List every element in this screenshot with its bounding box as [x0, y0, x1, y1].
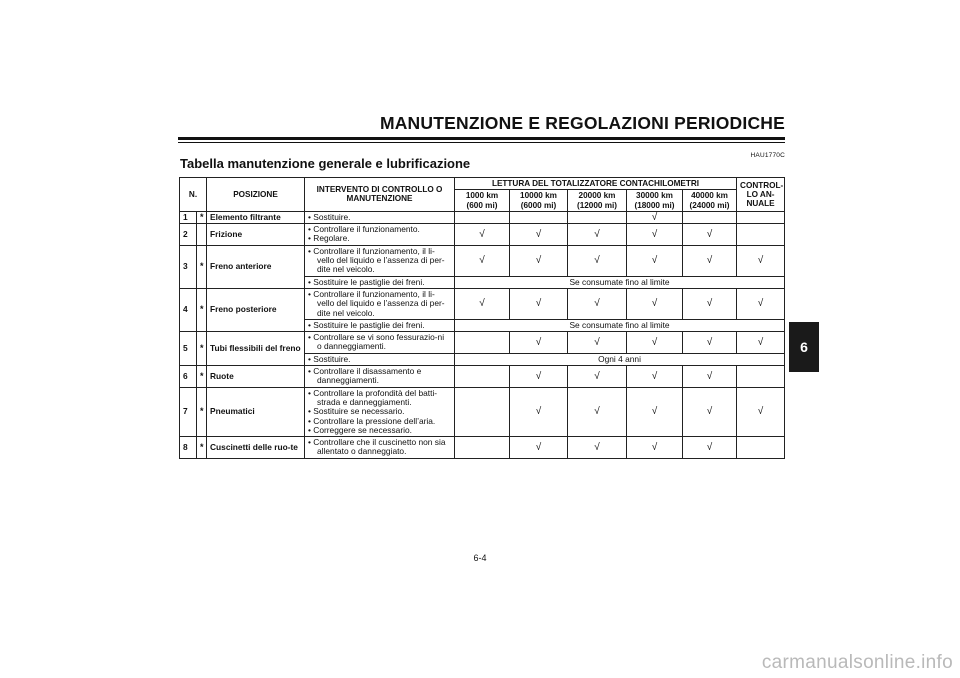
mi-value: (24000 mi)	[689, 200, 730, 210]
section-title: Tabella manutenzione generale e lubrificazione	[180, 156, 471, 171]
intervention-line	[308, 247, 451, 275]
check-cell	[683, 387, 737, 436]
check-mark-icon: √	[594, 406, 600, 418]
bullet-icon: •	[308, 276, 314, 287]
check-mark-icon: √	[706, 406, 713, 418]
check-mark-icon: √	[757, 406, 764, 418]
check-mark-icon: √	[479, 298, 485, 310]
header-position: POSIZIONE	[207, 178, 305, 212]
check-cell	[683, 332, 737, 354]
intervention-text: Sostituire le pastiglie dei freni.	[313, 276, 425, 287]
check-mark-icon: √	[535, 298, 542, 310]
km-value: 10000 km	[520, 191, 557, 201]
bullet-icon: •	[308, 415, 314, 426]
check-mark-icon: √	[479, 255, 485, 267]
check-cell	[737, 332, 785, 354]
check-mark-icon: √	[535, 406, 542, 418]
bullet-icon: •	[308, 332, 314, 343]
interval-note: Se consumate fino al limite	[455, 276, 785, 288]
check-cell	[568, 332, 627, 354]
mi-value: (6000 mi)	[520, 200, 557, 210]
check-cell	[627, 211, 683, 223]
check-cell	[737, 245, 785, 276]
mi-value: (600 mi)	[466, 200, 498, 210]
check-cell	[510, 387, 568, 436]
bullet-icon: •	[308, 387, 314, 398]
table-body	[180, 211, 785, 458]
header-km-col	[510, 190, 568, 212]
watermark: carmanualsonline.info	[761, 652, 953, 673]
check-cell	[568, 387, 627, 436]
bullet-icon: •	[308, 366, 314, 377]
row-star: *	[197, 387, 207, 436]
check-cell	[510, 366, 568, 388]
intervention-line	[308, 333, 451, 352]
check-cell	[455, 245, 510, 276]
km-value: 30000 km	[636, 191, 673, 201]
intervention-line	[308, 321, 451, 330]
check-cell	[683, 245, 737, 276]
row-number: 8	[180, 437, 197, 459]
check-mark-icon: √	[594, 298, 600, 310]
bullet-icon: •	[308, 288, 314, 299]
row-position: Freno posteriore	[207, 288, 305, 331]
bullet-icon: •	[308, 224, 314, 235]
row-number: 3	[180, 245, 197, 288]
intervention-text: Correggere se necessario.	[313, 424, 412, 435]
check-mark-icon: √	[594, 228, 600, 240]
check-mark-icon: √	[651, 255, 658, 267]
check-cell	[455, 288, 510, 319]
check-mark-icon: √	[535, 228, 542, 240]
check-mark-icon: √	[535, 370, 542, 382]
table-row	[180, 332, 785, 354]
check-cell	[455, 224, 510, 246]
check-mark-icon: √	[757, 298, 764, 310]
page-number: 6-4	[473, 553, 487, 563]
header-rule-thin	[178, 142, 785, 143]
check-mark-icon: √	[706, 298, 713, 310]
check-cell	[455, 437, 510, 459]
row-position: Frizione	[207, 224, 305, 246]
check-cell	[737, 224, 785, 246]
check-cell	[737, 437, 785, 459]
row-position: Freno anteriore	[207, 245, 305, 288]
row-star: *	[197, 332, 207, 366]
check-mark-icon: √	[594, 370, 600, 382]
check-mark-icon: √	[706, 255, 713, 267]
check-cell	[627, 437, 683, 459]
mi-value: (12000 mi)	[576, 200, 618, 210]
header-rule-thick	[178, 137, 785, 140]
check-cell	[683, 366, 737, 388]
row-star: *	[197, 366, 207, 388]
check-cell	[455, 332, 510, 354]
row-star: *	[197, 245, 207, 288]
row-star: *	[197, 211, 207, 223]
intervention-text: Sostituire.	[313, 211, 351, 222]
row-number: 4	[180, 288, 197, 331]
check-mark-icon: √	[535, 255, 542, 267]
intervention-line	[308, 426, 451, 435]
check-mark-icon: √	[479, 228, 485, 240]
check-mark-icon: √	[651, 406, 658, 418]
table-row	[180, 211, 785, 223]
table-row	[180, 288, 785, 319]
check-cell	[510, 211, 568, 223]
row-number: 6	[180, 366, 197, 388]
header-annual: CONTROL-LO AN-NUALE	[737, 178, 785, 212]
row-number: 7	[180, 387, 197, 436]
km-value: 1000 km	[465, 191, 499, 201]
header-intervention: INTERVENTO DI CONTROLLO O MANUTENZIONE	[305, 178, 455, 212]
row-intervention	[305, 319, 455, 331]
bullet-icon: •	[308, 319, 314, 330]
check-mark-icon: √	[757, 336, 764, 348]
check-cell	[737, 366, 785, 388]
check-mark-icon: √	[651, 228, 658, 240]
check-mark-icon: √	[757, 255, 764, 267]
check-cell	[683, 211, 737, 223]
intervention-text: Controllare il disassamento e danneggiamenti.	[313, 366, 422, 386]
check-cell	[683, 437, 737, 459]
intervention-line	[308, 355, 451, 364]
check-cell	[510, 332, 568, 354]
check-mark-icon: √	[535, 441, 542, 453]
check-cell	[510, 437, 568, 459]
check-mark-icon: √	[651, 298, 658, 310]
header-odometer: LETTURA DEL TOTALIZZATORE CONTACHILOMETRI	[455, 178, 737, 190]
check-cell	[455, 211, 510, 223]
table-row	[180, 245, 785, 276]
row-position: Ruote	[207, 366, 305, 388]
intervention-text: Controllare il funzionamento.	[313, 224, 420, 235]
check-cell	[627, 224, 683, 246]
check-mark-icon: √	[535, 336, 542, 348]
bullet-icon: •	[308, 353, 314, 364]
bullet-icon: •	[308, 245, 314, 256]
bullet-icon: •	[308, 233, 314, 244]
chapter-tab: 6	[789, 322, 819, 372]
check-mark-icon: √	[706, 336, 713, 348]
bullet-icon: •	[308, 437, 314, 448]
row-intervention	[305, 353, 455, 365]
row-intervention	[305, 332, 455, 354]
check-cell	[683, 288, 737, 319]
intervention-line	[308, 213, 451, 222]
row-intervention	[305, 366, 455, 388]
section-code: HAU1770C	[750, 152, 785, 159]
intervention-line	[308, 438, 451, 457]
table-row	[180, 387, 785, 436]
check-cell	[568, 366, 627, 388]
row-intervention	[305, 437, 455, 459]
row-position: Tubi flessibili del freno	[207, 332, 305, 366]
row-position: Pneumatici	[207, 387, 305, 436]
row-intervention	[305, 288, 455, 319]
bullet-icon: •	[308, 211, 314, 222]
intervention-text: Sostituire se necessario.	[313, 406, 405, 417]
intervention-line	[308, 234, 451, 243]
intervention-text: Controllare se vi sono fessurazio-ni o danneggiamenti.	[313, 332, 445, 352]
check-mark-icon: √	[651, 336, 658, 348]
check-cell	[568, 437, 627, 459]
row-number: 2	[180, 224, 197, 246]
maintenance-table	[179, 177, 785, 459]
header-km-col	[568, 190, 627, 212]
page-header-title: MANUTENZIONE E REGOLAZIONI PERIODICHE	[379, 113, 785, 133]
intervention-text: Controllare il funzionamento, il li-vello del liquido e l’assenza di per-dite nel veicolo.	[313, 245, 445, 275]
check-cell	[568, 288, 627, 319]
table-row	[180, 224, 785, 246]
km-value: 40000 km	[691, 191, 728, 201]
intervention-text: Sostituire.	[313, 353, 351, 364]
check-cell	[737, 211, 785, 223]
intervention-line	[308, 389, 451, 408]
table-header-row	[180, 178, 785, 190]
table-row	[180, 437, 785, 459]
check-mark-icon: √	[594, 336, 600, 348]
check-cell	[568, 224, 627, 246]
row-intervention	[305, 276, 455, 288]
intervention-line	[308, 367, 451, 386]
check-cell	[737, 387, 785, 436]
check-cell	[627, 288, 683, 319]
check-mark-icon: √	[706, 441, 713, 453]
km-value: 20000 km	[578, 191, 616, 201]
check-cell	[737, 288, 785, 319]
check-cell	[568, 211, 627, 223]
table-row	[180, 366, 785, 388]
mi-value: (18000 mi)	[634, 200, 675, 210]
check-mark-icon: √	[594, 255, 600, 267]
intervention-text: Sostituire le pastiglie dei freni.	[313, 319, 425, 330]
header-km-col	[683, 190, 737, 212]
row-star: *	[197, 288, 207, 331]
check-mark-icon: √	[706, 370, 713, 382]
check-cell	[510, 288, 568, 319]
intervention-text: Controllare la pressione dell’aria.	[313, 415, 436, 426]
intervention-line	[308, 290, 451, 318]
row-number: 1	[180, 211, 197, 223]
row-star	[197, 224, 207, 246]
row-position: Cuscinetti delle ruo-te	[207, 437, 305, 459]
check-cell	[627, 245, 683, 276]
header-n: N.	[180, 178, 207, 212]
header-km-col	[455, 190, 510, 212]
bullet-icon: •	[308, 424, 314, 435]
check-cell	[627, 387, 683, 436]
row-intervention	[305, 211, 455, 223]
check-cell	[510, 224, 568, 246]
bullet-icon: •	[308, 406, 314, 417]
check-cell	[568, 245, 627, 276]
intervention-line	[308, 278, 451, 287]
check-cell	[627, 332, 683, 354]
check-cell	[627, 366, 683, 388]
check-mark-icon: √	[651, 370, 658, 382]
check-cell	[683, 224, 737, 246]
row-number: 5	[180, 332, 197, 366]
check-mark-icon: √	[706, 228, 713, 240]
intervention-text: Controllare che il cuscinetto non sia allentato o danneggiato.	[313, 437, 446, 457]
row-intervention	[305, 245, 455, 276]
row-intervention	[305, 387, 455, 436]
check-mark-icon: √	[651, 211, 658, 223]
check-cell	[455, 366, 510, 388]
interval-note: Ogni 4 anni	[455, 353, 785, 365]
interval-note: Se consumate fino al limite	[455, 319, 785, 331]
row-star: *	[197, 437, 207, 459]
row-intervention	[305, 224, 455, 246]
check-cell	[510, 245, 568, 276]
header-km-col	[627, 190, 683, 212]
intervention-text: Controllare il funzionamento, il li-vello del liquido e l’assenza di per-dite nel veicolo.	[313, 288, 445, 318]
check-mark-icon: √	[651, 441, 658, 453]
check-mark-icon: √	[594, 441, 600, 453]
intervention-text: Controllare la profondità del batti-strada e danneggiamenti.	[313, 387, 438, 407]
check-cell	[455, 387, 510, 436]
row-position: Elemento filtrante	[207, 211, 305, 223]
intervention-text: Regolare.	[313, 233, 350, 244]
